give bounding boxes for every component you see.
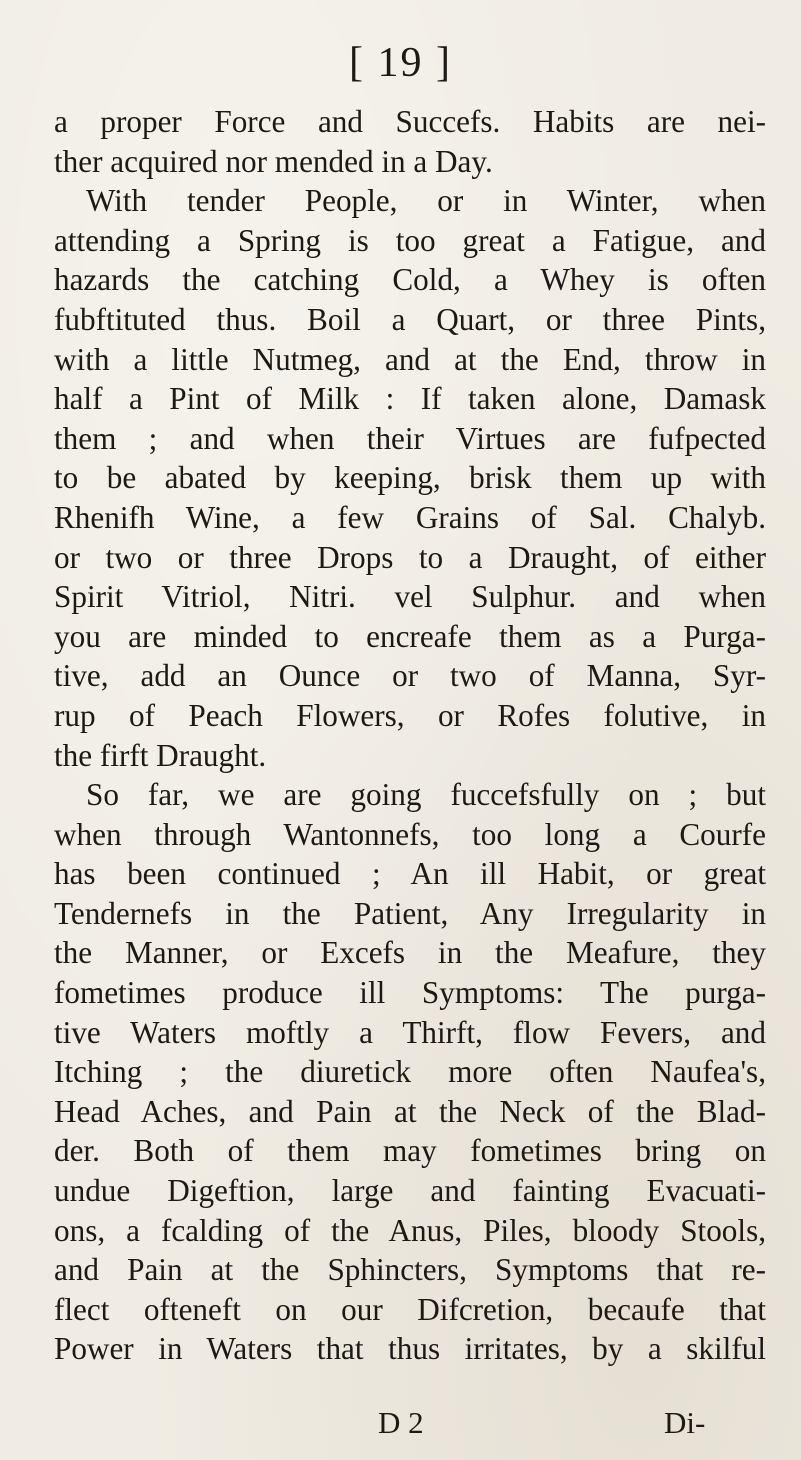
text-line: Spirit Vitriol, Nitri. vel Sulphur. and when bbox=[54, 579, 766, 615]
signature-mark: D 2 bbox=[378, 1405, 424, 1440]
catchline bbox=[0, 1405, 801, 1445]
text-line: attending a Spring is too great a Fatigue, and bbox=[54, 222, 766, 258]
text-line: Itching ; the diuretick more often Naufea's, bbox=[54, 1054, 766, 1090]
body-text bbox=[54, 102, 766, 1369]
text-line: Head Aches, and Pain at the Neck of the Blad- bbox=[54, 1093, 766, 1129]
text-line: the firft Draught. bbox=[54, 737, 267, 773]
page-number: [ 19 ] bbox=[349, 40, 452, 86]
text-line: Tendernefs in the Patient, Any Irregularity in bbox=[54, 895, 766, 931]
text-line: flect ofteneft on our Difcretion, becaufe that bbox=[54, 1291, 766, 1327]
text-line: fubftituted thus. Boil a Quart, or three Pints, bbox=[54, 301, 766, 337]
text-line: or two or three Drops to a Draught, of either bbox=[54, 539, 766, 575]
text-line: rup of Peach Flowers, or Rofes folutive, in bbox=[54, 697, 766, 733]
text-line: half a Pint of Milk : If taken alone, Damask bbox=[54, 381, 766, 417]
text-line: you are minded to encreafe them as a Purga- bbox=[54, 618, 766, 654]
text-line: with a little Nutmeg, and at the End, throw in bbox=[54, 341, 766, 377]
text-line: hazards the catching Cold, a Whey is often bbox=[54, 262, 766, 298]
text-line: tive Waters moftly a Thirft, flow Fevers, and bbox=[54, 1014, 766, 1050]
text-line: tive, add an Ounce or two of Manna, Syr- bbox=[54, 658, 766, 694]
text-line: Rhenifh Wine, a few Grains of Sal. Chalyb. bbox=[54, 499, 766, 535]
text-line: them ; and when their Virtues are fufpected bbox=[54, 420, 766, 456]
text-line: has been continued ; An ill Habit, or great bbox=[54, 856, 766, 892]
text-line: With tender People, or in Winter, when bbox=[86, 183, 766, 219]
text-line: to be abated by keeping, brisk them up with bbox=[54, 460, 766, 496]
text-line: the Manner, or Excefs in the Meafure, they bbox=[54, 935, 766, 971]
text-line: and Pain at the Sphincters, Symptoms that re- bbox=[54, 1252, 766, 1288]
catchword: Di- bbox=[664, 1405, 706, 1440]
text-line: ons, a fcalding of the Anus, Piles, bloody Stools, bbox=[54, 1212, 766, 1248]
text-line: ther acquired nor mended in a Day. bbox=[54, 143, 493, 179]
text-line: Power in Waters that thus irritates, by a skilful bbox=[54, 1331, 766, 1367]
text-line: fometimes produce ill Symptoms: The purga- bbox=[54, 975, 766, 1011]
text-line: a proper Force and Succefs. Habits are nei- bbox=[54, 104, 766, 139]
text-line: So far, we are going fuccefsfully on ; but bbox=[86, 777, 766, 813]
text-line: der. Both of them may fometimes bring on bbox=[54, 1133, 766, 1169]
text-line: when through Wantonnefs, too long a Courfe bbox=[54, 816, 766, 852]
text-line: undue Digeftion, large and fainting Evacuati- bbox=[54, 1173, 766, 1209]
